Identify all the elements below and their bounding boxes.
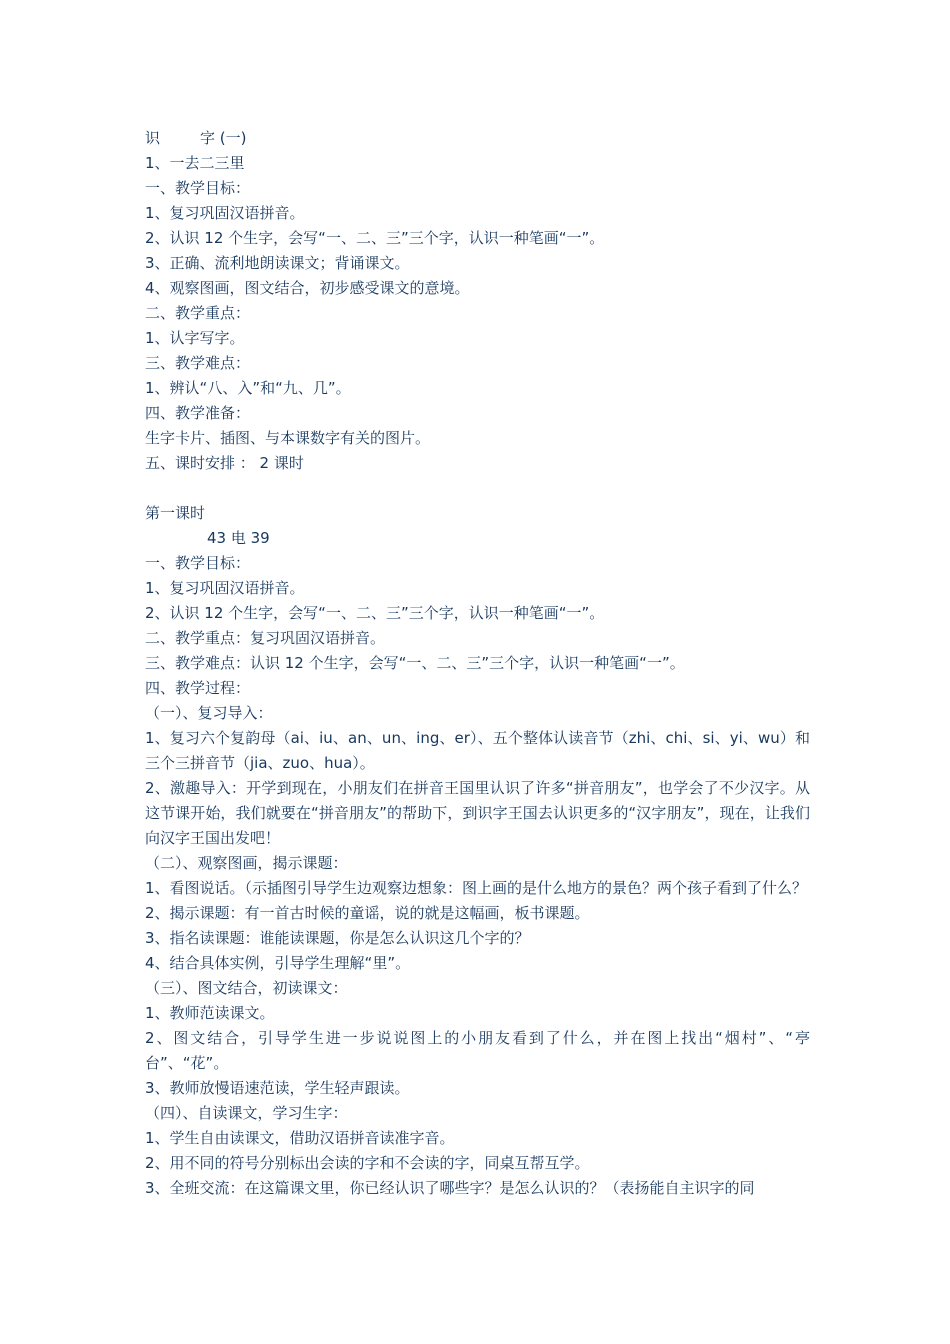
text-line: 1、复习巩固汉语拼音。 — [145, 204, 305, 222]
text-line: 一、教学目标： — [145, 554, 251, 572]
text-line: 4、观察图画，图文结合，初步感受课文的意境。 — [145, 279, 470, 297]
section-heading: （一）、复习导入： — [145, 704, 273, 722]
document-title — [145, 126, 810, 151]
text-line: 3、正确、流利地朗读课文；背诵课文。 — [145, 254, 410, 272]
text-line: 2、用不同的符号分别标出会读的字和不会读的字，同桌互帮互学。 — [145, 1154, 590, 1172]
text-line: 二、教学重点：复习巩固汉语拼音。 — [145, 629, 386, 647]
text-line: 四、教学准备： — [145, 404, 251, 422]
text-line: 1、复习巩固汉语拼音。 — [145, 579, 305, 597]
blank-line — [145, 476, 810, 501]
section-heading: （二）、观察图画，揭示课题： — [145, 854, 348, 872]
paragraph: 1、复习六个复韵母（ai、iu、an、un、ing、er）、五个整体认读音节（zhi、chi、si、yi、wu）和三个三拼音节（jia、zuo、hua）。 — [145, 729, 810, 772]
text-line: 三、教学难点： — [145, 354, 251, 372]
text-line: 1、辨认“八、入”和“九、几”。 — [145, 379, 351, 397]
section-heading: （三）、图文结合，初读课文： — [145, 979, 348, 997]
period-title: 第一课时 — [145, 504, 206, 522]
text-line: 4、结合具体实例，引导学生理解“里”。 — [145, 954, 411, 972]
paragraph: 2、激趣导入：开学到现在，小朋友们在拼音王国里认识了许多“拼音朋友”，也学会了不少汉字。从这节课开始，我们就要在“拼音朋友”的帮助下，到识字王国去认识更多的“汉字朋友”，现在，让我们向汉字王国出发吧！ — [145, 779, 810, 847]
lesson-title: 1、一去二三里 — [145, 154, 245, 172]
text-line: 五、课时安排 ： 2 课时 — [145, 454, 304, 472]
text-line: 生字卡片、插图、与本课数字有关的图片。 — [145, 429, 431, 447]
text-line: 3、全班交流：在这篇课文里，你已经认识了哪些字？是怎么认识的？（表扬能自主识字的同 — [145, 1179, 755, 1197]
text-line: 二、教学重点： — [145, 304, 251, 322]
text-line: 2、认识 12 个生字，会写“一、二、三”三个字，认识一种笔画“一”。 — [145, 604, 605, 622]
text-line: 三、教学难点：认识 12 个生字，会写“一、二、三”三个字，认识一种笔画“一”。 — [145, 654, 685, 672]
text-line: 3、指名读课题：谁能读课题，你是怎么认识这几个字的？ — [145, 929, 530, 947]
period-subtitle: 43 电 39 — [207, 529, 270, 547]
section-heading: （四）、自读课文，学习生字： — [145, 1104, 348, 1122]
text-line: 2、认识 12 个生字，会写“一、二、三”三个字，认识一种笔画“一”。 — [145, 229, 605, 247]
paragraph: 2、图文结合，引导学生进一步说说图上的小朋友看到了什么，并在图上找出“烟村”、“亭台”、“花”。 — [145, 1029, 810, 1072]
title-left: 识 — [145, 129, 161, 147]
text-line: 3、教师放慢语速范读，学生轻声跟读。 — [145, 1079, 410, 1097]
text-line: 1、认字写字。 — [145, 329, 245, 347]
paragraph: 1、看图说话。（示插图引导学生边观察边想象：图上画的是什么地方的景色？两个孩子看到了什么？ — [145, 879, 808, 897]
document-body — [145, 126, 810, 1201]
text-line: 一、教学目标： — [145, 179, 251, 197]
text-line: 1、学生自由读课文，借助汉语拼音读准字音。 — [145, 1129, 455, 1147]
text-line: 四、教学过程： — [145, 679, 251, 697]
title-right: 字 (一) — [200, 129, 247, 147]
text-line: 1、教师范读课文。 — [145, 1004, 275, 1022]
text-line: 2、揭示课题：有一首古时候的童谣，说的就是这幅画，板书课题。 — [145, 904, 590, 922]
